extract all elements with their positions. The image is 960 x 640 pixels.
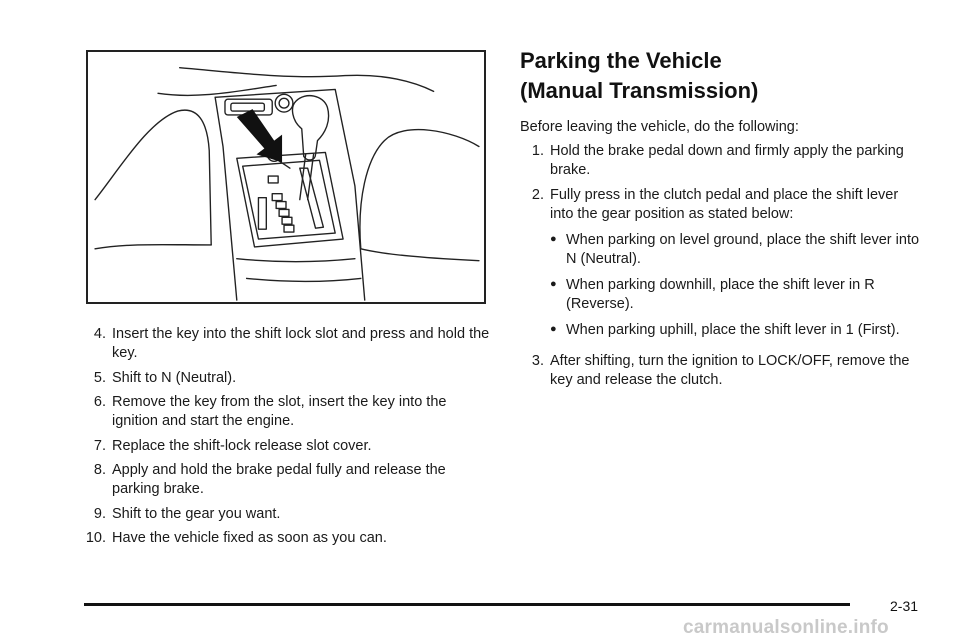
page-number: 2-31 [890,598,919,614]
list-item: 4. Insert the key into the shift lock slot and press and hold the key. [93,326,490,361]
list-item: 10. Have the vehicle fixed as soon as you can. [85,530,387,546]
section-title [520,46,920,106]
footer-divider [84,603,850,606]
down-arrow-icon [237,109,282,162]
watermark: carmanualsonline.info [683,617,889,638]
gear-position-bullets [550,231,920,340]
manual-transmission-parking-section [520,46,920,396]
section-title-line-1: Parking the Vehicle [520,48,722,73]
bullet-icon: ● [550,232,557,245]
parking-steps [520,142,920,390]
shift-lock-release-steps [74,325,494,554]
bullet-icon: ● [550,322,557,335]
section-title-line-2: (Manual Transmission) [520,78,759,103]
list-item: ● When parking on level ground, place the shift lever into N (Neutral). [550,231,920,267]
list-item: 1. Hold the brake pedal down and firmly apply the parking brake. [531,143,904,178]
console-drawing [88,52,484,302]
list-item: 3. After shifting, turn the ignition to LOCK/OFF, remove the key and release the clutch. [531,353,910,388]
shift-lock-illustration [86,50,486,304]
list-item: 2. Fully press in the clutch pedal and place the shift lever into the gear position as stated below: ● When parking on level ground, place the shift lever into N (Neutral). ● When parking downhill, place the shift lever in R (Reverse). ● When parking uphill, place the shift lever in 1 (First). [531,186,920,338]
list-item: ● When parking downhill, place the shift lever in R (Reverse). [550,276,875,312]
list-item: 7. Replace the shift-lock release slot cover. [93,437,372,454]
list-item: ● When parking uphill, place the shift lever in 1 (First). [550,321,900,338]
list-item: 8. Apply and hold the brake pedal fully and release the parking brake. [93,462,446,497]
section-intro: Before leaving the vehicle, do the following: [520,119,799,135]
list-item: 5. Shift to N (Neutral). [93,369,237,386]
list-item: 9. Shift to the gear you want. [93,505,281,522]
bullet-icon: ● [550,277,557,290]
list-item: 6. Remove the key from the slot, insert the key into the ignition and start the engine. [93,394,447,429]
